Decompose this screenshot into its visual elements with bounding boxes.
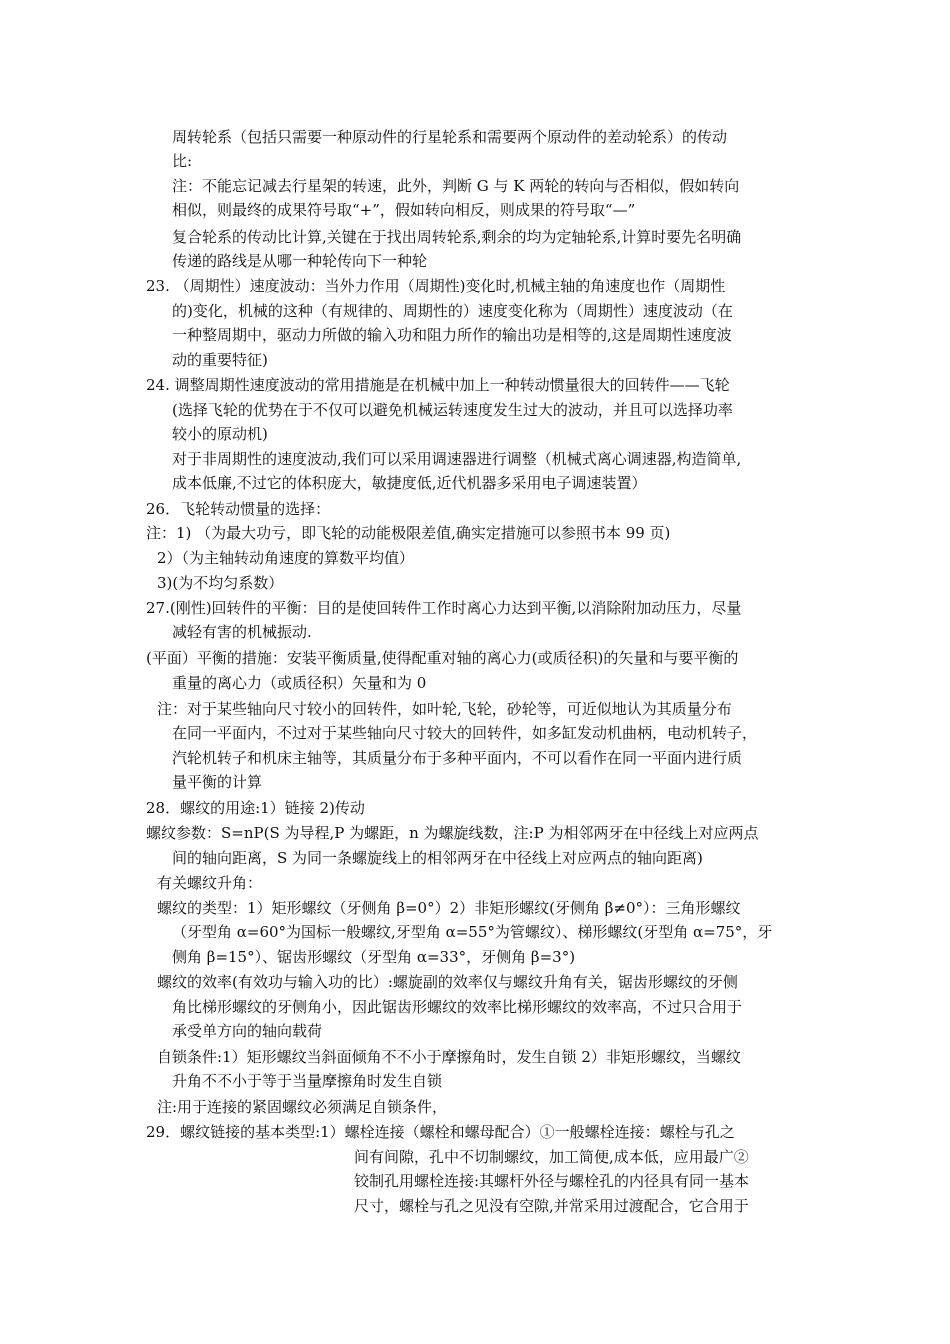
text-line: 传递的路线是从哪一种轮传向下一种轮 xyxy=(172,252,428,270)
text-line: 汽轮机转子和机床主轴等，其质量分布于多种平面内，不可以看作在同一平面内进行质 xyxy=(172,749,743,767)
text-line: 3)(为不均匀系数） xyxy=(157,574,284,592)
text-line: 有关螺纹升角： xyxy=(157,874,263,892)
text-line: 减轻有害的机械振动. xyxy=(172,623,312,641)
text-line: 尺寸，螺栓与孔之见没有空隙,并常采用过渡配合，它合用于 xyxy=(354,1197,749,1215)
text-line: 角比梯形螺纹的牙侧角小，因此锯齿形螺纹的效率比梯形螺纹的效率高，不过只合用于 xyxy=(172,998,743,1016)
text-line: 侧角 β=15°）、锯齿形螺纹（牙型角 α=33°，牙侧角 β=3°) xyxy=(172,948,576,966)
text-line: 重量的离心力（或质径积）矢量和为 0 xyxy=(172,674,427,692)
text-line: 承受单方向的轴向载荷 xyxy=(172,1022,323,1040)
text-line: 24. 调整周期性速度波动的常用措施是在机械中加上一种转动惯量很大的回转件——飞轮 xyxy=(146,376,730,394)
text-line: 动的重要特征) xyxy=(172,351,268,369)
text-line: 23. （周期性）速度波动：当外力作用（周期性)变化时,机械主轴的角速度也作（周期性 xyxy=(146,277,726,295)
text-line: （牙型角 α=60°为国标一般螺纹,牙型角 α=55°为管螺纹）、梯形螺纹(牙型角 α=75°，牙 xyxy=(172,923,773,941)
text-line: 螺纹的效率(有效功与输入功的比）:螺旋副的效率仅与螺纹升角有关，锯齿形螺纹的牙侧 xyxy=(157,973,738,991)
text-line: 复合轮系的传动比计算,关键在于找出周转轮系,剩余的均为定轴轮系,计算时要先名明确 xyxy=(172,228,742,246)
text-line: 成本低廉,不过它的体积庞大，敏捷度低,近代机器多采用电子调速装置） xyxy=(172,474,647,492)
text-line: 自锁条件:1）矩形螺纹当斜面倾角不不小于摩擦角时，发生自锁 2）非矩形螺纹，当螺纹 xyxy=(157,1048,741,1066)
text-line: 铰制孔用螺栓连接:其螺杆外径与螺栓孔的内径具有同一基本 xyxy=(354,1172,750,1190)
text-line: 比: xyxy=(172,152,193,170)
text-line: 注：1) （为最大功亏，即飞轮的动能极限差值,确实定措施可以参照书本 99 页) xyxy=(146,524,671,542)
text-line: (平面）平衡的措施：安装平衡质量,使得配重对轴的离心力(或质径积)的矢量和与要平衡的 xyxy=(146,649,739,667)
text-line: 较小的原动机) xyxy=(172,425,268,443)
text-line: 对于非周期性的速度波动,我们可以采用调速器进行调整（机械式离心调速器,构造简单, xyxy=(172,450,742,468)
text-line: 的)变化，机械的这种（有规律的、周期性的）速度变化称为（周期性）速度波动（在 xyxy=(172,302,733,320)
text-line: 26．飞轮转动惯量的选择： xyxy=(146,500,331,518)
text-line: 29．螺纹链接的基本类型:1）螺栓连接（螺栓和螺母配合）①一般螺栓连接：螺栓与孔之 xyxy=(146,1123,735,1141)
text-line: 相似，则最终的成果符号取“+”，假如转向相反，则成果的符号取“—” xyxy=(172,201,636,219)
text-line: 注：不能忘记减去行星架的转速，此外，判断 G 与 K 两轮的转向与否相似，假如转向 xyxy=(172,177,740,195)
text-line: 27.(刚性)回转件的平衡：目的是使回转件工作时离心力达到平衡,以消除附加动压力，尽量 xyxy=(146,599,742,617)
text-line: 螺纹参数：S=nP(S 为导程,P 为螺距，n 为螺旋线数，注:P 为相邻两牙在中径线上对应两点 xyxy=(146,824,759,842)
text-line: (选择飞轮的优势在于不仅可以避免机械运转速度发生过大的波动，并且可以选择功率 xyxy=(172,401,733,419)
text-line: 一种整周期中，驱动力所做的输入功和阻力所作的输出功是相等的,这是周期性速度波 xyxy=(172,326,732,344)
text-line: 量平衡的计算 xyxy=(172,773,263,791)
text-line: 间的轴向距离，S 为同一条螺旋线上的相邻两牙在中径线上对应两点的轴向距离) xyxy=(172,849,703,867)
text-line: 注:用于连接的紧固螺纹必须满足自锁条件， xyxy=(157,1098,448,1116)
text-line: 28．螺纹的用途:1）链接 2)传动 xyxy=(146,799,365,817)
text-line: 周转轮系（包括只需要一种原动件的行星轮系和需要两个原动件的差动轮系）的传动 xyxy=(172,128,728,146)
text-line: 2）（为主轴转动角速度的算数平均值） xyxy=(157,549,415,567)
text-line: 升角不不小于等于当量摩擦角时发生自锁 xyxy=(172,1072,443,1090)
text-line: 间有间隙，孔中不切制螺纹，加工简便,成本低，应用最广② xyxy=(354,1148,749,1166)
text-line: 在同一平面内，不过对于某些轴向尺寸较大的回转件，如多缸发动机曲柄，电动机转子， xyxy=(172,724,758,742)
text-line: 注：对于某些轴向尺寸较小的回转件，如叶轮,飞轮，砂轮等，可近似地认为其质量分布 xyxy=(157,700,732,718)
text-line: 螺纹的类型：1）矩形螺纹（牙侧角 β=0°）2）非矩形螺纹(牙侧角 β≠0°）：三角形螺纹 xyxy=(157,899,741,917)
